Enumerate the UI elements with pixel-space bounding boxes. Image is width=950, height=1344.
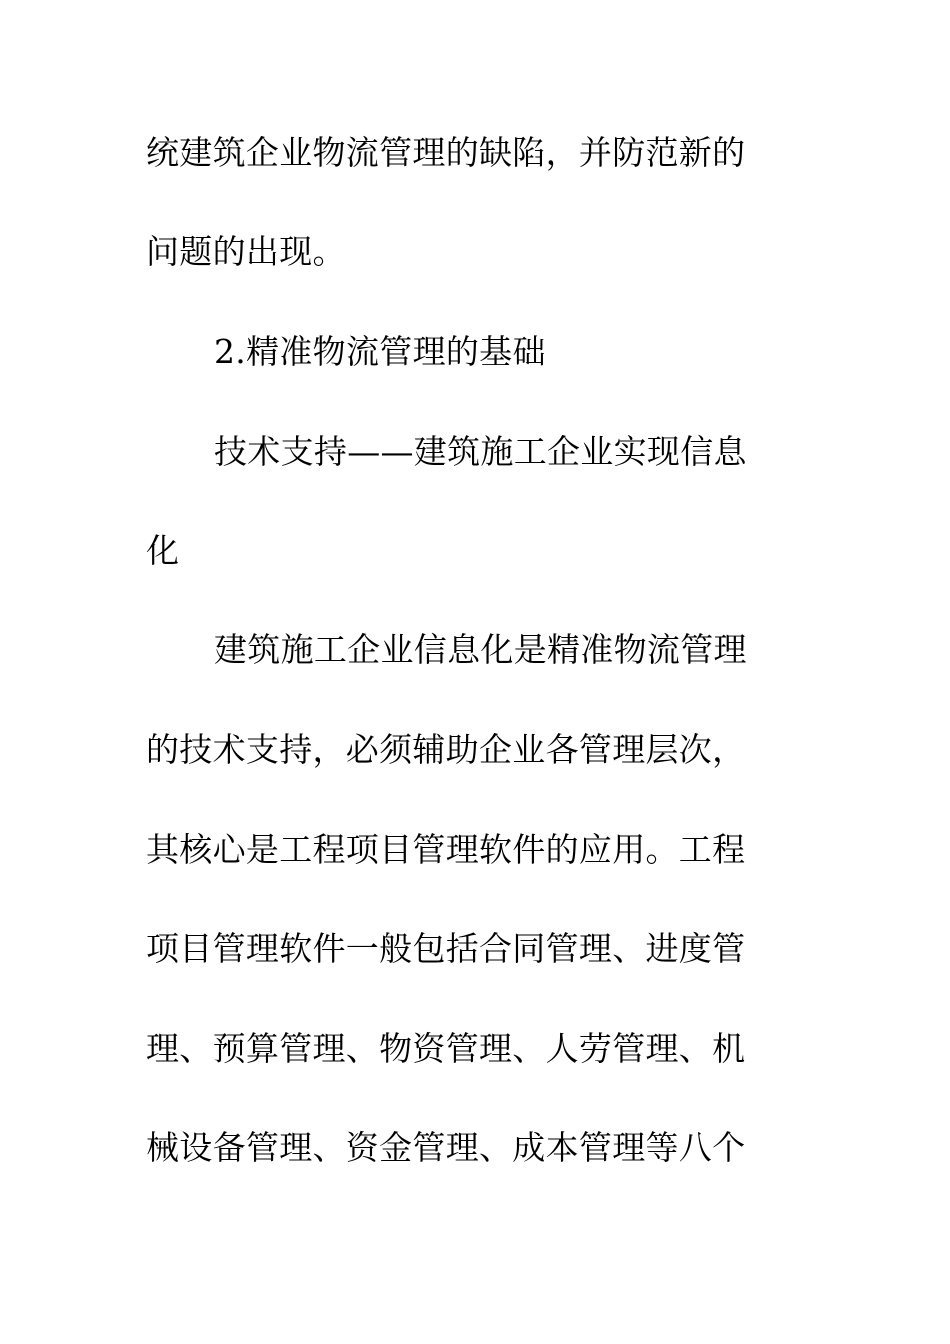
body-text-line: 理、预算管理、物资管理、人劳管理、机 bbox=[146, 1029, 746, 1068]
section-heading: 2.精准物流管理的基础 bbox=[214, 332, 546, 371]
body-text-line: 建筑施工企业信息化是精准物流管理 bbox=[214, 630, 747, 669]
body-text-line: 的技术支持，必须辅助企业各管理层次， bbox=[146, 730, 746, 769]
body-text-line: 问题的出现。 bbox=[146, 232, 346, 271]
subheading-line: 技术支持——建筑施工企业实现信息 bbox=[214, 432, 747, 471]
subheading-line: 化 bbox=[146, 531, 180, 570]
body-text-line: 械设备管理、资金管理、成本管理等八个 bbox=[146, 1128, 746, 1167]
body-text-line: 其核心是工程项目管理软件的应用。工程 bbox=[146, 830, 746, 869]
body-text-line: 项目管理软件一般包括合同管理、进度管 bbox=[146, 929, 746, 968]
body-text-line: 统建筑企业物流管理的缺陷，并防范新的 bbox=[146, 133, 746, 172]
